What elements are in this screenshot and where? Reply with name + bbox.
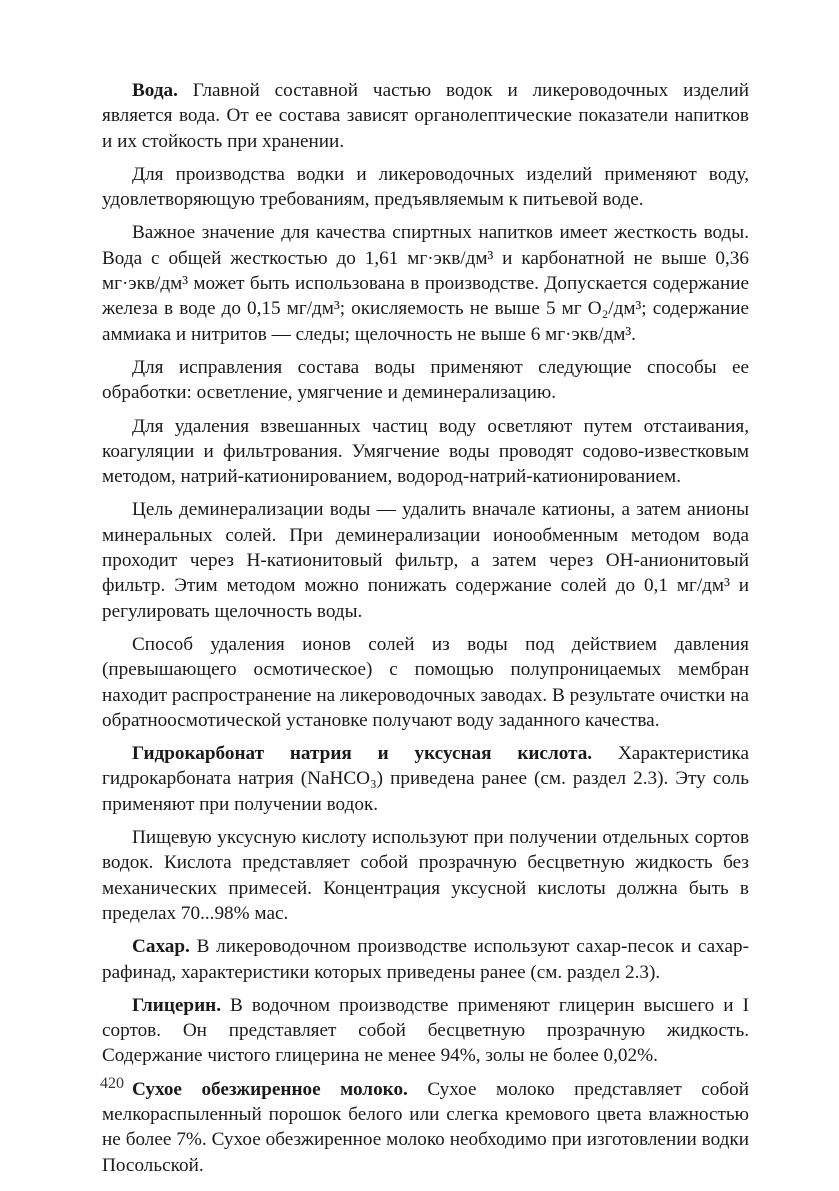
- paragraph-clarification: [102, 414, 749, 490]
- paragraph-lead: Вода.: [132, 80, 178, 101]
- paragraph-water-hardness: [102, 220, 749, 346]
- paragraph-text: Важное значение для качества спиртных напитков имеет жесткость воды. Вода с общей жесткостью до 1,61 мг·экв/дм³ и карбонатной не выше 0,36 мг·экв/дм³ может быть использована в производстве. Допускается содержание железа в воде до 0,15 мг/дм³; окисляемость не выше 5 мг О₂/дм³; содержание аммиака и нитритов — следы; щелочность не выше 6 мг·экв/дм³.: [102, 222, 749, 345]
- paragraph-lead: Сухое обезжиренное молоко.: [132, 1078, 408, 1100]
- paragraph-water-requirements: [102, 162, 749, 213]
- paragraph-text: Главной составной частью водок и ликероводочных изделий является вода. От ее состава зависят органолептические показатели напитков и их стойкость при хранении.: [102, 80, 749, 152]
- paragraph-text: Для производства водки и ликероводочных изделий применяют воду, удовлетворяющую требованиям, предъявляемым к питьевой воде.: [102, 163, 749, 211]
- paragraph-text: Характеристика гидрокарбоната натрия (NaHCO₃) приведена ранее (см. раздел 2.3). Эту соль применяют при получении водок.: [102, 743, 749, 815]
- paragraph-lead: Сахар.: [132, 936, 190, 958]
- paragraph-dry-milk: [102, 1077, 749, 1178]
- paragraph-lead: Глицерин.: [132, 994, 222, 1016]
- paragraph-lead: Гидрокарбонат натрия и уксусная кислота.: [132, 743, 593, 765]
- paragraph-reverse-osmosis: [102, 632, 749, 733]
- paragraph-water-treatment: [102, 355, 749, 406]
- page-number: 420: [100, 1075, 124, 1092]
- paragraph-sodium-bicarbonate: [102, 741, 749, 817]
- paragraph-acetic-acid: [102, 825, 749, 926]
- paragraph-text: Сухое молоко представляет собой мелкораспыленный порошок белого или слегка кремового цвета влажностью не более 7%. Сухое обезжиренное молоко необходимо при изготовлении водки Посольской.: [102, 1078, 749, 1176]
- paragraph-glycerin: [102, 993, 749, 1069]
- paragraph-text: В водочном производстве применяют глицерин высшего и I сортов. Он представляет собой бесцветную прозрачную жидкость. Содержание чистого глицерина не менее 94%, золы не более 0,02%.: [102, 994, 749, 1067]
- paragraph-text: Цель деминерализации воды — удалить вначале катионы, а затем анионы минеральных солей. При деминерализации ионообменным методом вода проходит через Н-катионитовый фильтр, а затем через ОН-анионитовый фильтр. Этим методом можно понижать содержание солей до 0,1 мг/дм³ и регулировать щелочность воды.: [102, 499, 749, 622]
- paragraph-text: В ликероводочном производстве используют сахар-песок и сахар-рафинад, характеристики которых приведены ранее (см. раздел 2.3).: [102, 936, 749, 983]
- paragraph-text: Для удаления взвешанных частиц воду осветляют путем отстаивания, коагуляции и фильтрования. Умягчение воды проводят содово-известковым методом, натрий-катионированием, водород-натрий-катионированием.: [102, 415, 749, 488]
- paragraph-text: Пищевую уксусную кислоту используют при получении отдельных сортов водок. Кислота представляет собой прозрачную бесцветную жидкость без механических примесей. Концентрация уксусной кислоты должна быть в пределах 70...98% мас.: [102, 827, 749, 924]
- paragraph-sugar: [102, 934, 749, 985]
- paragraph-water: [102, 78, 749, 154]
- paragraph-text: Способ удаления ионов солей из воды под действием давления (превышающего осмотическое) с помощью полупроницаемых мембран находит распространение на ликероводочных заводах. В результате очистки на обратноосмотической установке получают воду заданного качества.: [102, 633, 749, 731]
- paragraph-text: Для исправления состава воды применяют следующие способы ее обработки: осветление, умягчение и деминерализацию.: [102, 356, 749, 404]
- paragraph-demineralization: [102, 497, 749, 623]
